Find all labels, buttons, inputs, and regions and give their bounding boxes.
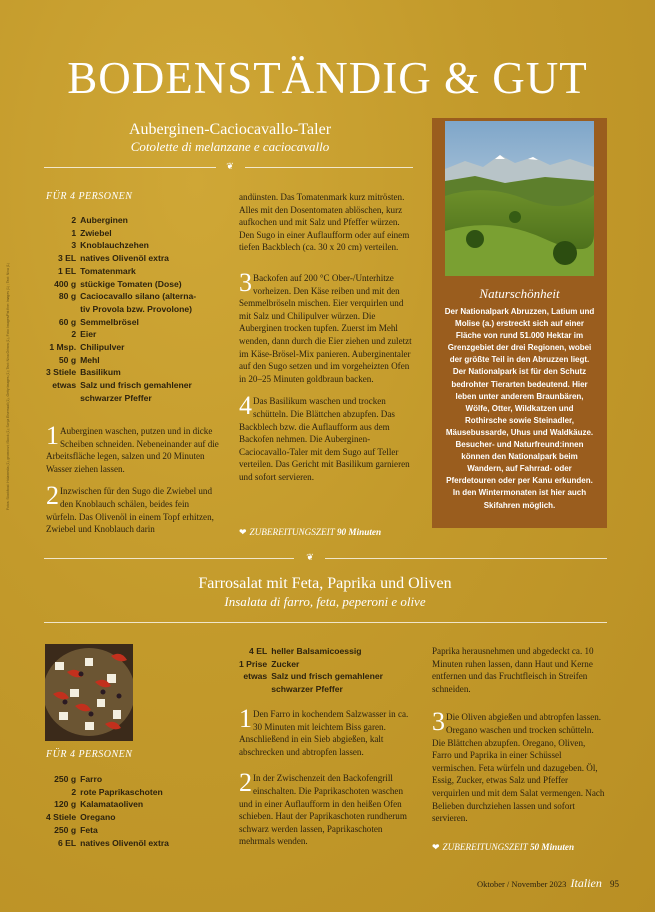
ingredient-quantity: 250 g xyxy=(54,774,77,784)
ingredient-row xyxy=(46,252,196,265)
ingredient-quantity: 1 xyxy=(71,227,77,238)
recipe1-subtitle: Cotolette di melanzane e caciocavallo xyxy=(130,139,330,154)
ingredient-name: Knoblauchzehen xyxy=(80,240,149,251)
ingredient-name: Caciocavallo silano (alterna- xyxy=(80,291,197,302)
ingredient-quantity: 2 xyxy=(71,215,77,225)
ingredient-name: Eier xyxy=(80,329,97,340)
ingredient-name: schwarzer Pfeffer xyxy=(271,684,343,695)
ingredient-name: Farro xyxy=(80,774,103,784)
heart-icon: ❤ xyxy=(432,842,440,852)
ingredient-name: natives Olivenöl extra xyxy=(80,837,169,848)
ingredient-name: Semmelbrösel xyxy=(80,316,139,327)
ingredient-quantity: 3 EL xyxy=(57,253,77,264)
ornament-icon: ❦ xyxy=(306,553,314,563)
ingredient-row xyxy=(239,683,383,696)
ingredient-list xyxy=(46,773,169,849)
ingredient-row xyxy=(239,670,383,683)
ingredient-name: schwarzer Pfeffer xyxy=(80,392,152,403)
ingredient-quantity xyxy=(239,683,271,696)
step-2-continued: Paprika herausnehmen und abgedeckt ca. 10 Minuten ruhen lassen, dann Haut und Kerne entfernen und das Fruchtfleisch in Streifen schneiden. xyxy=(432,646,594,694)
ingredient-row xyxy=(46,316,196,329)
ingredient-name: Mehl xyxy=(80,354,100,365)
prep-time: ❤ ZUBEREITUNGSZEIT 50 Minuten xyxy=(432,842,575,852)
prep-time: ❤ ZUBEREITUNGSZEIT 90 Minuten xyxy=(239,527,382,537)
ingredient-name: natives Olivenöl extra xyxy=(80,253,169,264)
recipe2-subtitle: Insalata di farro, feta, peperoni e olive xyxy=(224,594,426,609)
ingredient-row xyxy=(46,290,196,303)
ingredient-quantity: 6 EL xyxy=(57,837,77,848)
ingredient-row xyxy=(46,773,169,786)
ingredient-name: rote Paprikaschoten xyxy=(80,786,163,797)
ornament-icon: ❦ xyxy=(226,162,234,172)
step-2-continued: andünsten. Das Tomatenmark kurz mitrösten. Alles mit den Dosentomaten ablöschen, kurz aufkochen und mit Salz und Pfeffer würzen. Den Sugo in einer Auflaufform oder auf einem tiefen Backblech (ca. 30 x 20 cm) verteilen. xyxy=(239,192,410,253)
recipe2-title: Farrosalat mit Feta, Paprika und Oliven xyxy=(198,575,452,592)
ingredient-quantity: 80 g xyxy=(58,291,77,302)
ingredient-row xyxy=(46,303,196,316)
ingredient-quantity: 3 xyxy=(71,240,77,251)
ingredient-name: Feta xyxy=(80,824,98,835)
ingredient-row xyxy=(46,837,169,850)
serving-size: FÜR 4 PERSONEN xyxy=(46,749,133,760)
step-3: 3 Die Oliven abgießen und abtropfen lassen. Oregano waschen und trocken schütteln. Die Blättchen abzupfen. Oregano, Oliven, Farro und Paprika in einer Schüssel vermischen. Feta würfeln und dazugeben. Öl, Essig, Zucker, etwas Salz und Pfeffer verquirlen und mit dem Salat vermengen. Nach Belieben durchziehen lassen und sofort servieren. xyxy=(432,707,605,824)
step-2: 2 In der Zwischenzeit den Backofengrill einschalten. Die Paprikaschoten waschen und in einer Auflaufform in den heißen Ofen schieben. Haut der Paprikaschoten rundherum schwarz werden lassen, Paprikaschoten mehrmals wenden. xyxy=(239,768,407,847)
ingredient-name: tiv Provola bzw. Provolone) xyxy=(80,303,193,314)
sidebar-title: Naturschönheit xyxy=(479,286,560,301)
ingredient-name: Salz und frisch gemahlener xyxy=(271,671,383,682)
serving-size: FÜR 4 PERSONEN xyxy=(46,191,133,202)
ingredient-quantity: 2 xyxy=(71,329,77,340)
page-title: BODENSTÄNDIG & GUT xyxy=(67,53,588,103)
ingredient-row xyxy=(46,278,196,291)
divider-line xyxy=(44,167,216,168)
heart-icon: ❤ xyxy=(239,527,247,537)
ingredient-row xyxy=(46,798,169,811)
ingredient-quantity: 3 Stiele xyxy=(46,367,77,378)
ingredient-row xyxy=(239,645,383,658)
farro-salad-photo xyxy=(45,644,133,741)
recipe1-title: Auberginen-Caciocavallo-Taler xyxy=(128,121,332,138)
recipe2-steps-col3 xyxy=(432,645,607,825)
ingredient-row xyxy=(46,811,169,824)
ingredient-row xyxy=(46,786,169,799)
ingredient-quantity: 1 EL xyxy=(57,265,77,276)
ingredient-row xyxy=(46,824,169,837)
ingredient-quantity: 120 g xyxy=(54,799,77,810)
ingredient-name: Salz und frisch gemahlener xyxy=(80,380,192,391)
ingredient-name: Zucker xyxy=(271,658,300,669)
ingredient-quantity: 60 g xyxy=(58,316,77,327)
issue-date: Oktober / November 2023 xyxy=(476,879,567,889)
page-footer xyxy=(477,876,619,891)
ingredient-quantity xyxy=(46,392,80,405)
ingredient-row xyxy=(46,392,196,405)
page-number: 95 xyxy=(610,879,619,889)
ingredient-row xyxy=(46,341,196,354)
divider-line xyxy=(44,622,607,623)
recipe1-steps-col1 xyxy=(46,421,221,536)
step-3: 3 Backofen auf 200 °C Ober-/Unterhitze vorheizen. Den Käse reiben und mit den Semmelbröseln mischen. Eier verquirlen und mit Salz und Chilipulver würzen. Die Auberginen trocken tupfen. Zuerst im Mehl wenden, dann durch die Eier ziehen und zuletzt im Käse-Brösel-Mix panieren. Auberginentaler auf den Sugo setzen und im vorgeheizten Ofen in 20–25 Minuten goldbraun backen. xyxy=(239,267,412,384)
ingredient-name: Zwiebel xyxy=(80,227,112,238)
ingredient-row xyxy=(46,354,196,367)
ingredient-name: Auberginen xyxy=(80,215,128,225)
ingredient-row xyxy=(46,239,196,252)
ingredient-list-continued xyxy=(239,645,383,696)
ingredient-quantity: 1 Prise xyxy=(239,658,268,669)
ingredient-quantity: etwas xyxy=(243,671,268,682)
step-4: 4 Das Basilikum waschen und trocken schütteln. Die Blättchen abzupfen. Das Backblech bzw. die Auflaufform aus dem Backofen nehmen. Die Auberginen-Caciocavallo-Taler mit dem Sugo auf Teller verteilen. Das Gericht mit Basilikum garnieren und sofort servieren. xyxy=(239,391,410,482)
landscape-photo xyxy=(445,121,594,276)
ingredient-name: heller Balsamicoessig xyxy=(271,646,362,656)
ingredient-list xyxy=(46,214,196,405)
recipe1-steps-col2 xyxy=(239,191,414,483)
ingredient-quantity: 50 g xyxy=(58,354,77,365)
ingredient-quantity xyxy=(46,303,80,316)
ingredient-name: Basilikum xyxy=(80,367,121,378)
ingredient-quantity: 250 g xyxy=(54,824,77,835)
divider-line xyxy=(44,558,294,559)
sidebar-body: Der Nationalpark Abruzzen, Latium und Molise (a.) erstreckt sich auf einer Fläche von rund 51.000 Hektar im Grenzgebiet der drei Regionen, wobei der größte Teil in den Abruzzen liegt. Der Nationalpark ist für den Schutz bedrohter Tierarten bedeutend. Hier leben unter anderem Braunbären, Wölfe, Otter, Wildkatzen und Rothirsche sowie Steinadler, Mäusebussarde, Uhus und Waldkäuze. Besucher- und Naturfreund:innen können den Nationalpark beim Wandern, auf Fahrrad- oder Pferdetouren oder per Kanu erkunden. In den Wintermonaten ist hier auch Skifahren möglich. xyxy=(444,307,595,510)
ingredient-quantity: 400 g xyxy=(54,278,77,289)
step-1: 1 Auberginen waschen, putzen und in dicke Scheiben schneiden. Nebeneinander auf die Arbeitsfläche legen, salzen und 20 Minuten Wasser ziehen lassen. xyxy=(46,421,219,474)
step-1: 1 Den Farro in kochendem Salzwasser in ca. 30 Minuten mit leichtem Biss garen. Anschließend in ein Sieb abgießen, kalt abschrecken und abtropfen lassen. xyxy=(239,704,409,757)
ingredient-name: stückige Tomaten (Dose) xyxy=(80,278,182,289)
ingredient-quantity: 2 xyxy=(71,786,77,797)
ingredient-quantity: etwas xyxy=(52,380,77,391)
recipe2-steps-col2 xyxy=(239,704,414,848)
ingredient-quantity: 4 Stiele xyxy=(46,812,77,823)
ingredient-name: Oregano xyxy=(80,812,116,823)
ingredient-name: Chilipulver xyxy=(80,342,125,353)
ingredient-quantity: 4 EL xyxy=(249,646,268,656)
ingredient-row xyxy=(46,214,196,227)
divider-line xyxy=(325,558,607,559)
ingredient-quantity: 1 Msp. xyxy=(49,342,77,353)
photo-credit: Fotos: Stockfood: Holamedia (1), gromonzi; iStock (1); Sonja Eisenwall (1), Getty Images (1); Text: Nina Grimm (1), Foto: Images/Pat fine: Images (1) ; Text: Nina (1) xyxy=(6,263,10,510)
ingredient-row xyxy=(46,328,196,341)
ingredient-row xyxy=(46,265,196,278)
magazine-brand: Italien xyxy=(570,876,602,890)
ingredient-row xyxy=(239,658,383,671)
ingredient-name: Tomatenmark xyxy=(80,265,136,276)
divider-line xyxy=(245,167,413,168)
ingredient-row xyxy=(46,366,196,379)
sidebar-box xyxy=(432,118,607,528)
step-2: 2 Inzwischen für den Sugo die Zwiebel und den Knoblauch schälen, beides fein würfeln. Das Olivenöl in einem Topf erhitzen, Zwiebel und Knoblauch darin xyxy=(46,481,214,535)
ingredient-row xyxy=(46,227,196,240)
ingredient-row xyxy=(46,379,196,392)
ingredient-name: Kalamataoliven xyxy=(80,799,144,810)
